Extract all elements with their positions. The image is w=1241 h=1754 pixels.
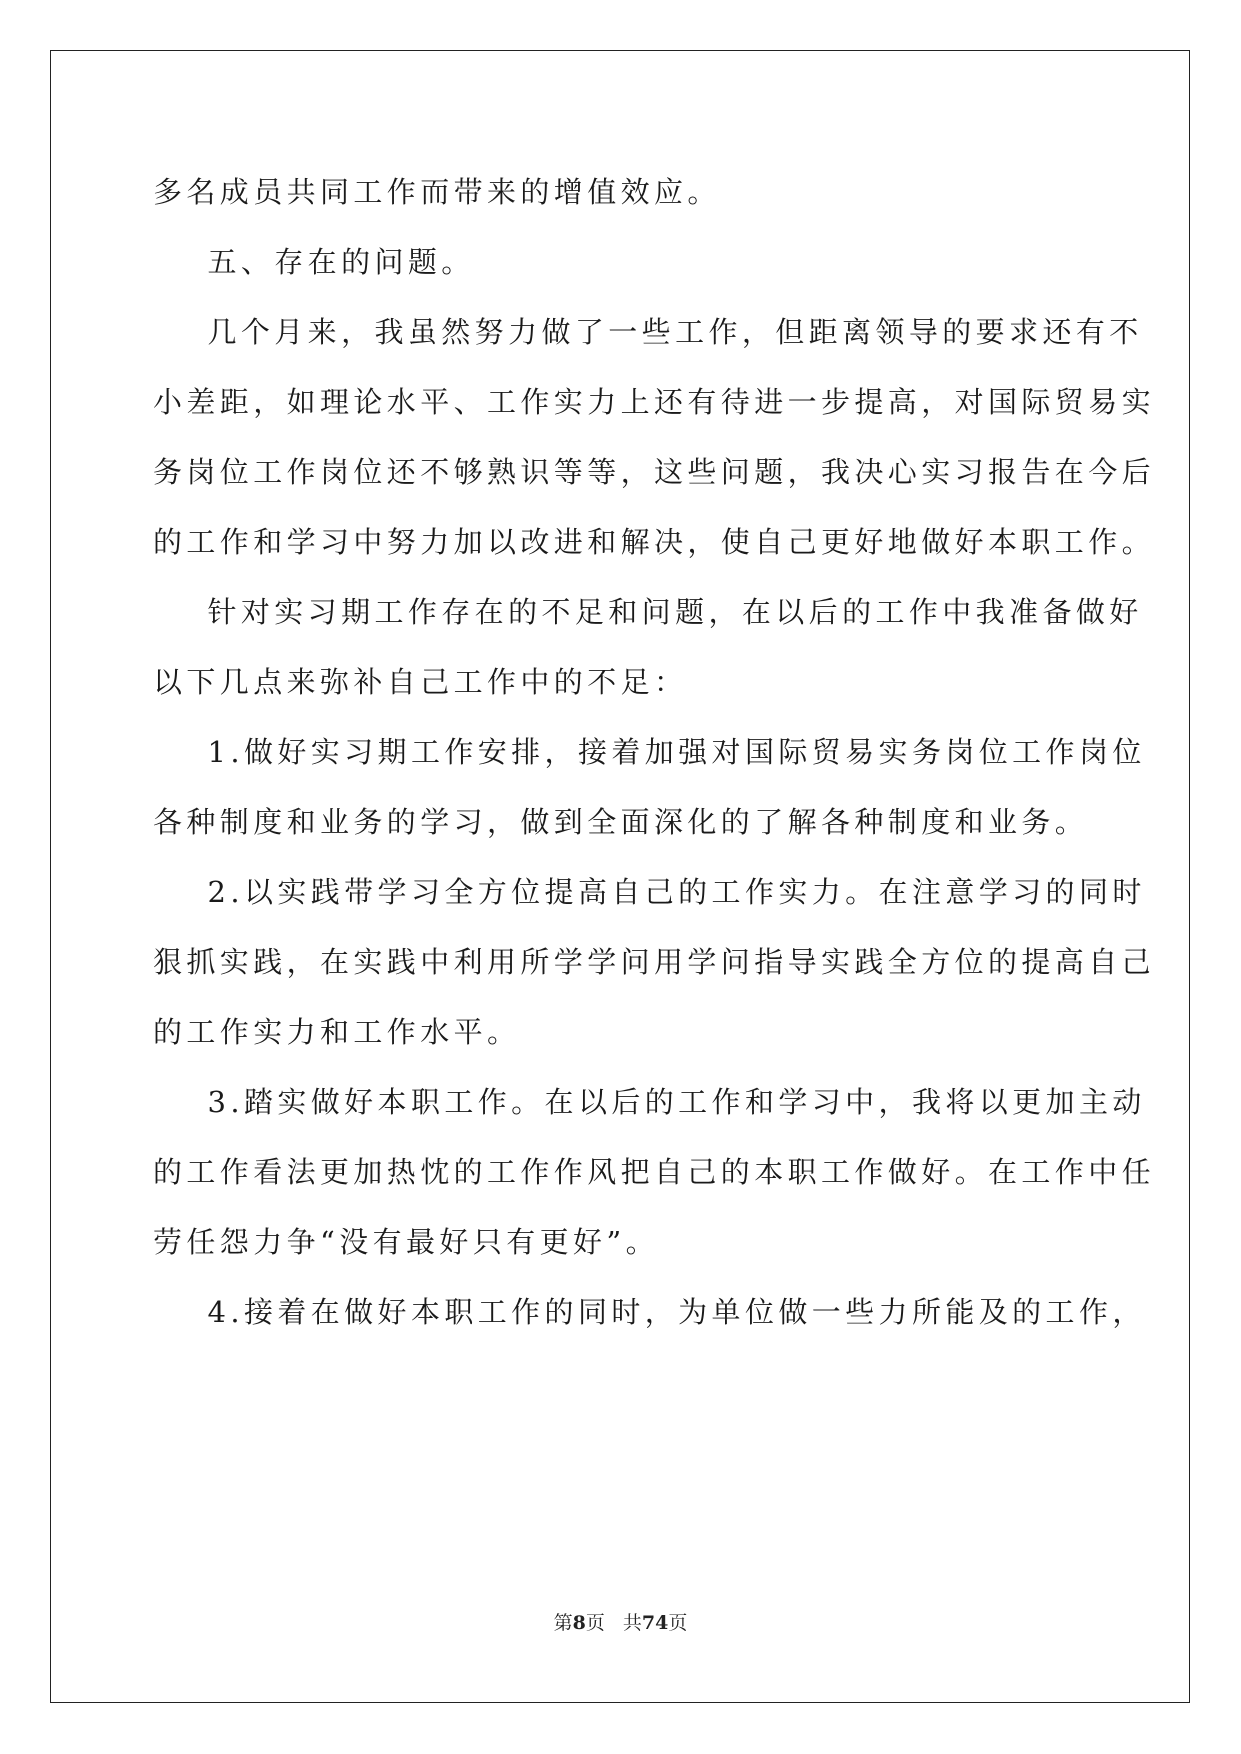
text-line: 4.接着在做好本职工作的同时，为单位做一些力所能及的工作， [153,1295,1146,1329]
text-line: 以下几点来弥补自己工作中的不足： [153,665,688,699]
text-line: 劳任怨力争“没有最好只有更好”。 [153,1225,660,1259]
text-line: 2.以实践带学习全方位提高自己的工作实力。在注意学习的同时 [153,875,1146,909]
section-heading: 五、存在的问题。 [153,245,475,279]
page-suffix: 页 [585,1612,605,1634]
total-suffix: 页 [668,1612,688,1634]
text-line: 针对实习期工作存在的不足和问题，在以后的工作中我准备做好 [153,595,1143,629]
text-line: 几个月来，我虽然努力做了一些工作，但距离领导的要求还有不 [153,315,1143,349]
text-line: 多名成员共同工作而带来的增值效应。 [153,175,721,209]
text-line: 务岗位工作岗位还不够熟识等等，这些问题，我决心实习报告在今后 [153,455,1156,489]
page-footer [0,1609,1241,1637]
text-line: 小差距，如理论水平、工作实力上还有待进一步提高，对国际贸易实 [153,385,1156,419]
text-line: 各种制度和业务的学习，做到全面深化的了解各种制度和业务。 [153,805,1089,839]
page-prefix: 第 [553,1612,573,1634]
total-prefix: 共 [622,1612,642,1634]
text-line: 的工作和学习中努力加以改进和解决，使自己更好地做好本职工作。 [153,525,1156,559]
text-line: 3.踏实做好本职工作。在以后的工作和学习中，我将以更加主动 [153,1085,1146,1119]
page-number: 8 [572,1612,586,1634]
text-line: 1.做好实习期工作安排，接着加强对国际贸易实务岗位工作岗位 [153,735,1146,769]
text-line: 的工作看法更加热忱的工作作风把自己的本职工作做好。在工作中任 [153,1155,1156,1189]
total-pages: 74 [641,1612,669,1634]
text-line: 的工作实力和工作水平。 [153,1015,521,1049]
text-line: 狠抓实践，在实践中利用所学学问用学问指导实践全方位的提高自己 [153,945,1156,979]
